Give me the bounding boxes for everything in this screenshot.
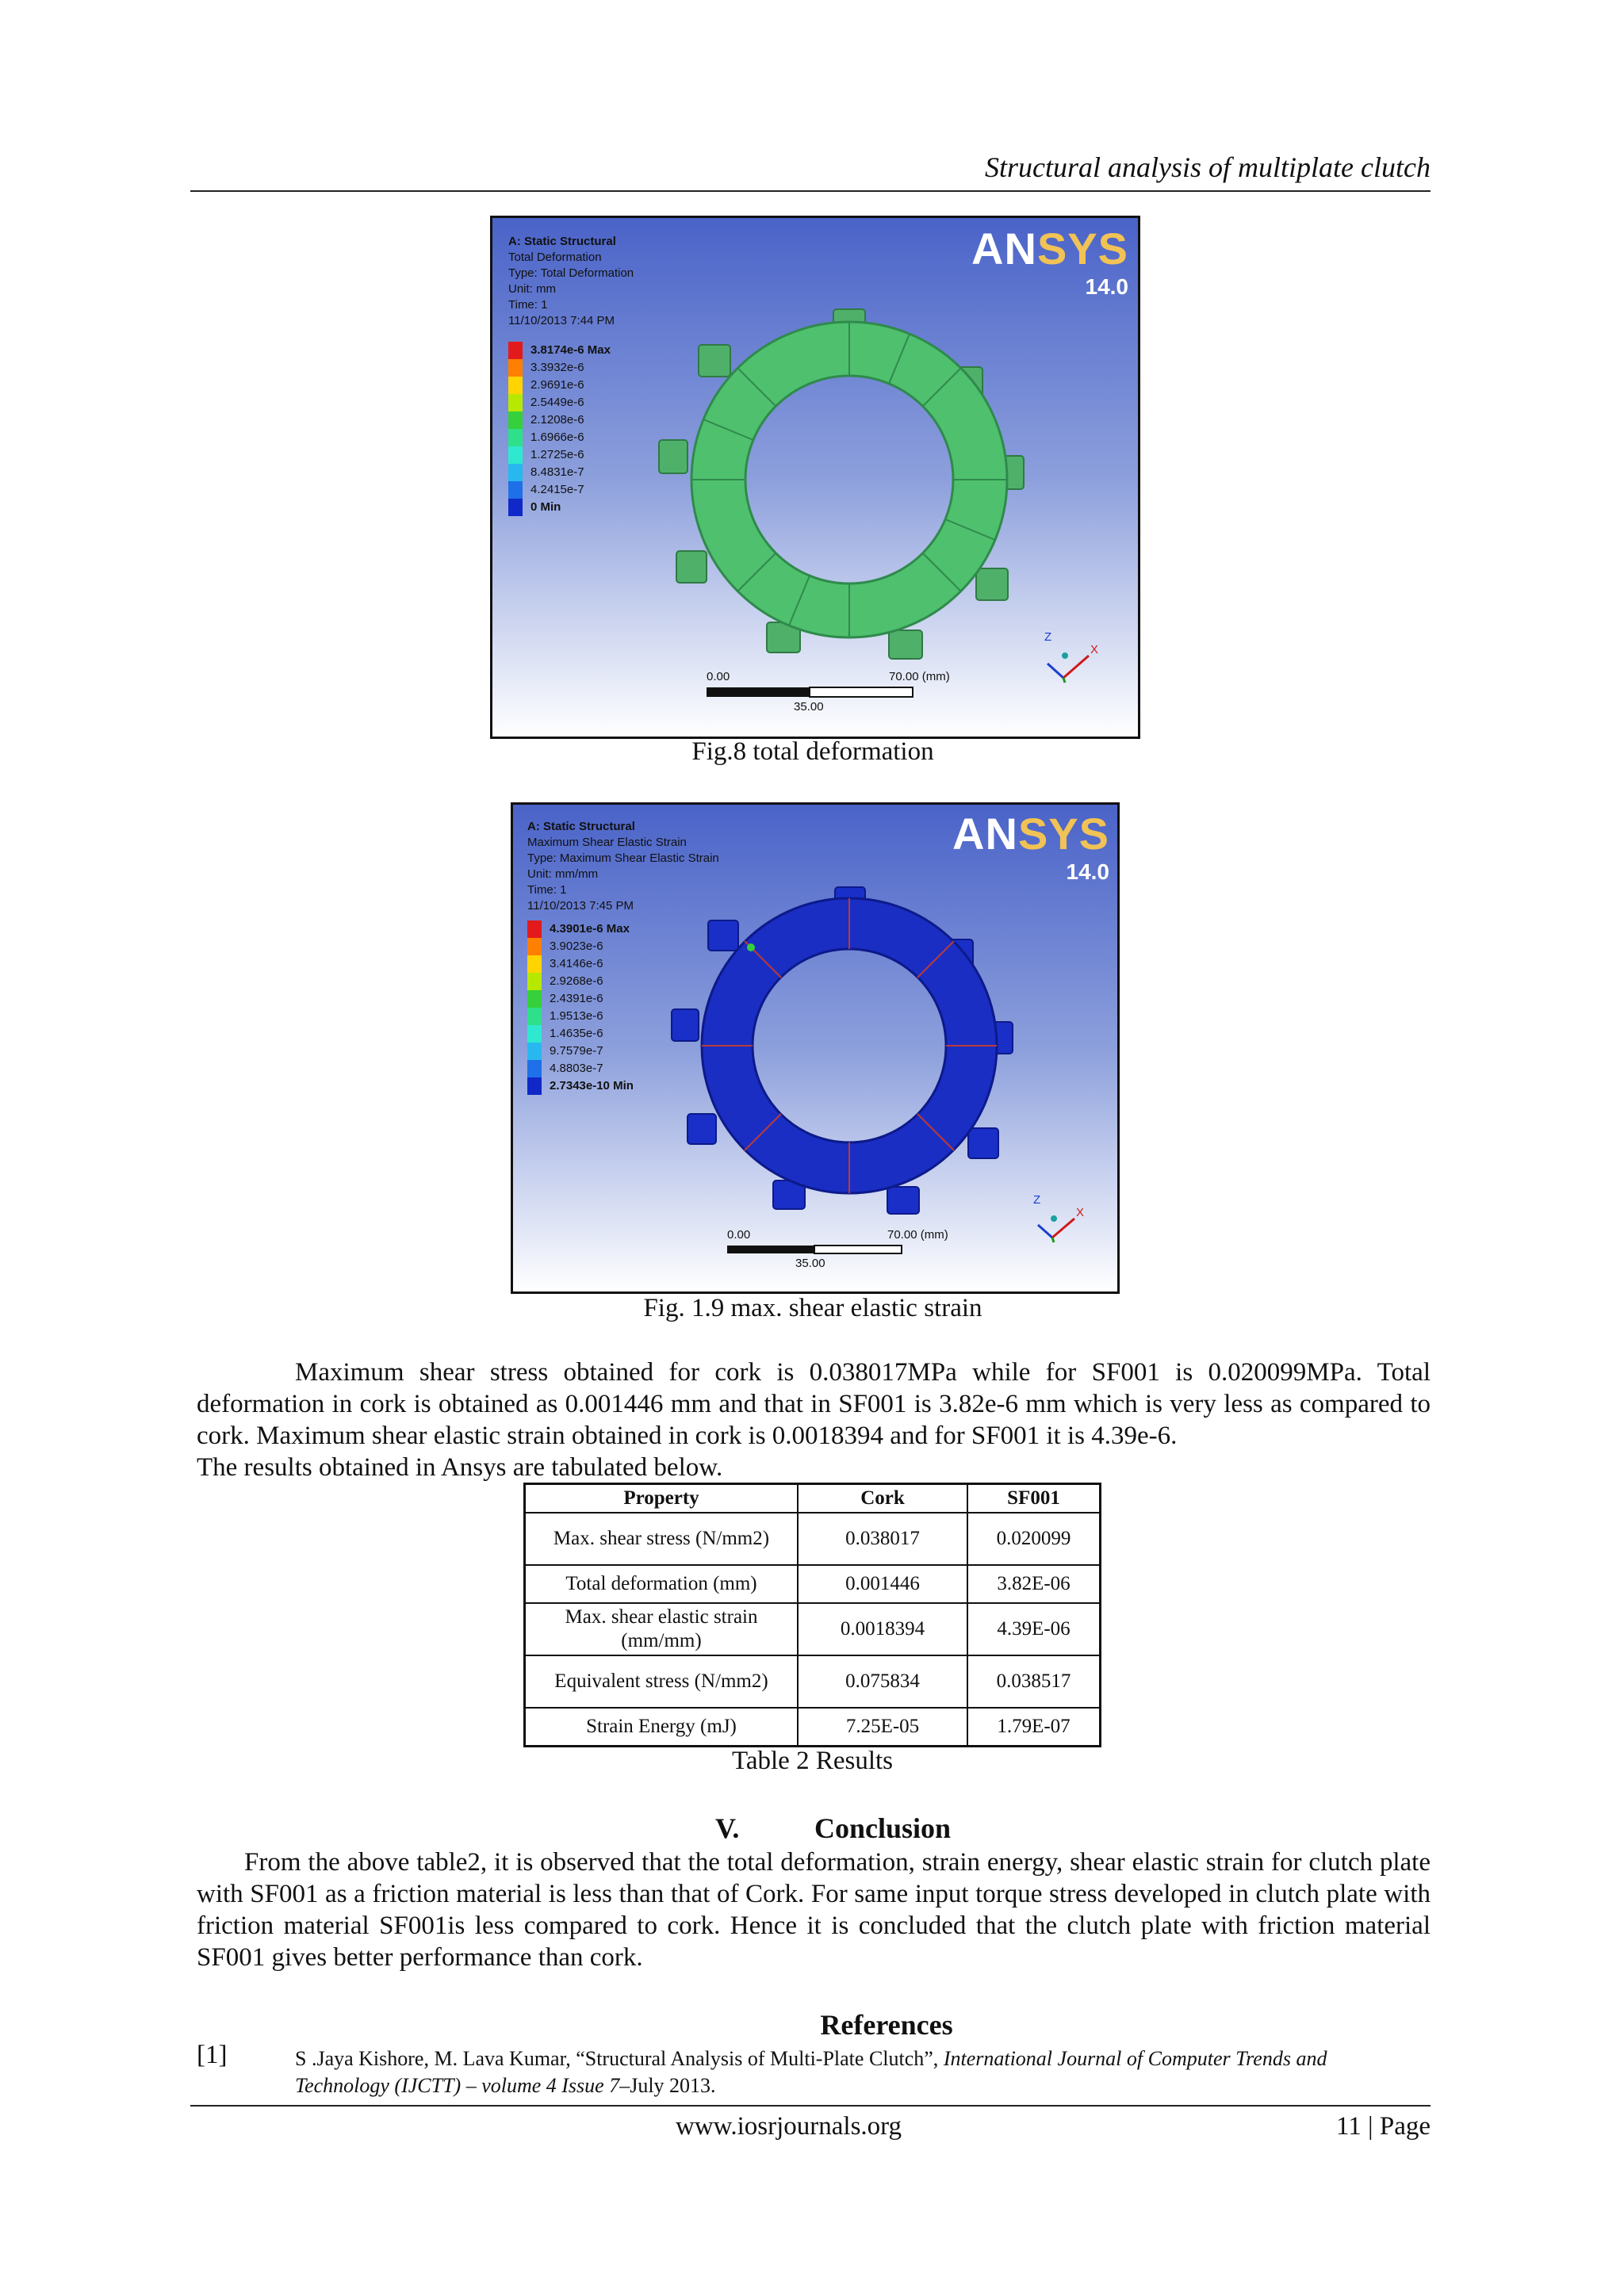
header-rule xyxy=(190,190,1431,192)
section-number: V. xyxy=(715,1812,740,1844)
legend-value: 1.4635e-6 xyxy=(550,1027,603,1040)
table-row xyxy=(525,1513,1101,1565)
strain-hotspot xyxy=(747,943,755,951)
table-caption: Table 2 Results xyxy=(732,1747,893,1775)
reference-number: [1] xyxy=(197,2041,228,2069)
table-cell: 0.075834 xyxy=(798,1655,967,1708)
legend-value: 4.3901e-6 Max xyxy=(550,922,630,936)
legend-value: 2.4391e-6 xyxy=(550,992,603,1005)
legend-value: 2.5449e-6 xyxy=(530,396,584,409)
axis-triad xyxy=(1048,652,1089,683)
meta-line: Maximum Shear Elastic Strain xyxy=(527,836,687,849)
reference-authors: S .Jaya Kishore, M. Lava Kumar, “Structural Analysis of Multi-Plate Clutch”, xyxy=(295,2047,944,2070)
reference-date: July 2013. xyxy=(630,2074,716,2097)
legend-value: 0 Min xyxy=(530,500,561,514)
figure-max-shear-strain xyxy=(511,802,1120,1294)
figure-caption: Fig.8 total deformation xyxy=(691,737,934,766)
table-cell: 7.25E-05 xyxy=(798,1708,967,1746)
plate-inner-edge xyxy=(745,376,953,584)
results-table xyxy=(523,1483,1101,1747)
legend-value: 3.8174e-6 Max xyxy=(530,343,611,357)
table-cell: Max. shear stress (N/mm2) xyxy=(525,1513,799,1565)
legend-value: 3.3932e-6 xyxy=(530,361,584,374)
scale-end: 70.00 (mm) xyxy=(889,670,950,683)
legend-value: 3.9023e-6 xyxy=(550,939,603,953)
column-header: Cork xyxy=(798,1484,967,1513)
figure-total-deformation xyxy=(490,216,1140,739)
conclusion-text: From the above table2, it is observed that the total deformation, strain energy, shear elastic strain for clutch plate with SF001 as a friction material is less than that of Cork. For same input torque stress developed in clutch plate with friction material SF001is less compared to cork. Hence it is concluded that the clutch plate with friction material SF001 gives better performance than cork. xyxy=(197,1848,1431,1972)
legend-value: 2.1208e-6 xyxy=(530,413,584,427)
meta-line: 11/10/2013 7:45 PM xyxy=(527,899,634,913)
references-heading: References xyxy=(820,2009,953,2041)
logo-version: 14.0 xyxy=(1085,274,1128,299)
legend-value: 3.4146e-6 xyxy=(550,957,603,970)
legend-value: 2.9268e-6 xyxy=(550,974,603,988)
meta-line: Type: Maximum Shear Elastic Strain xyxy=(527,851,719,865)
legend-value: 8.4831e-7 xyxy=(530,465,584,479)
legend-value: 4.2415e-7 xyxy=(530,483,584,496)
table-cell: 0.001446 xyxy=(798,1565,967,1603)
legend-value: 1.2725e-6 xyxy=(530,448,584,461)
table-cell: Max. shear elastic strain (mm/mm) xyxy=(525,1603,799,1655)
column-header: SF001 xyxy=(967,1484,1101,1513)
table-row xyxy=(525,1603,1101,1655)
legend-value: 1.6966e-6 xyxy=(530,430,584,444)
friction-pad-grooves xyxy=(702,898,997,1193)
table-cell: 0.0018394 xyxy=(798,1603,967,1655)
table-cell: 0.038517 xyxy=(967,1655,1101,1708)
running-title: Structural analysis of multiplate clutch xyxy=(985,151,1431,183)
legend-value: 4.8803e-7 xyxy=(550,1062,603,1075)
table-cell: 0.038017 xyxy=(798,1513,967,1565)
axis-z-label: Z xyxy=(1033,1193,1041,1207)
table-intro: The results obtained in Ansys are tabulated below. xyxy=(197,1453,723,1482)
table-row xyxy=(525,1565,1101,1603)
scale-mid: 35.00 xyxy=(795,1257,825,1270)
meta-line: 11/10/2013 7:44 PM xyxy=(508,314,615,327)
axis-x-label: X xyxy=(1090,643,1099,656)
legend-value: 2.7343e-10 Min xyxy=(550,1079,634,1093)
clutch-plate-model xyxy=(492,218,1133,732)
scale-bar xyxy=(727,1246,902,1253)
logo-text: ANSYS xyxy=(971,224,1128,274)
reference-entry xyxy=(295,2045,1421,2099)
table-row xyxy=(525,1708,1101,1746)
scale-end: 70.00 (mm) xyxy=(887,1228,948,1242)
analysis-title: A: Static Structural xyxy=(508,235,616,248)
plate-inner-edge xyxy=(753,949,946,1142)
reference-journal: International Journal of Computer Trends and Technology (IJCTT) – volume 4 Issue 7– xyxy=(295,2047,1327,2097)
section-title: Conclusion xyxy=(814,1812,952,1844)
table-cell: 0.020099 xyxy=(967,1513,1101,1565)
scale-mid: 35.00 xyxy=(794,700,824,714)
meta-line: Unit: mm/mm xyxy=(527,867,599,881)
table-row xyxy=(525,1655,1101,1708)
legend-value: 1.9513e-6 xyxy=(550,1009,603,1023)
results-paragraph: Maximum shear stress obtained for cork is 0.038017MPa while for SF001 is 0.020099MPa. Total deformation in cork is obtained as 0.001446 mm and that in SF001 is 3.82e-6 mm which is very less as compared to cork. Maximum shear elastic strain obtained in cork is 0.0018394 and for SF001 it is 4.39e-6. xyxy=(197,1358,1431,1450)
axis-triad xyxy=(1038,1215,1074,1242)
scale-bar xyxy=(707,687,913,697)
table-cell: 4.39E-06 xyxy=(967,1603,1101,1655)
axis-z-label: Z xyxy=(1044,630,1052,644)
meta-line: Time: 1 xyxy=(527,883,567,897)
scale-start: 0.00 xyxy=(727,1228,751,1242)
footer-page: 11 | Page xyxy=(1335,2112,1431,2141)
table-cell: 3.82E-06 xyxy=(967,1565,1101,1603)
column-header: Property xyxy=(525,1484,799,1513)
meta-line: Type: Total Deformation xyxy=(508,266,634,280)
friction-pad-grooves xyxy=(691,322,1007,637)
footer-site: www.iosrjournals.org xyxy=(676,2112,902,2141)
scale-start: 0.00 xyxy=(707,670,730,683)
logo-text: ANSYS xyxy=(952,809,1109,859)
table-header-row xyxy=(525,1484,1101,1513)
clutch-plate-model xyxy=(513,805,1113,1287)
meta-line: Total Deformation xyxy=(508,251,602,264)
figure-caption: Fig. 1.9 max. shear elastic strain xyxy=(643,1294,982,1322)
meta-line: Unit: mm xyxy=(508,282,556,296)
table-cell: 1.79E-07 xyxy=(967,1708,1101,1746)
legend-value: 9.7579e-7 xyxy=(550,1044,603,1058)
logo-version: 14.0 xyxy=(1066,859,1109,884)
table-cell: Total deformation (mm) xyxy=(525,1565,799,1603)
axis-x-label: X xyxy=(1076,1206,1085,1219)
table-cell: Strain Energy (mJ) xyxy=(525,1708,799,1746)
analysis-title: A: Static Structural xyxy=(527,820,635,833)
legend-value: 2.9691e-6 xyxy=(530,378,584,392)
table-cell: Equivalent stress (N/mm2) xyxy=(525,1655,799,1708)
meta-line: Time: 1 xyxy=(508,298,548,312)
footer-rule xyxy=(190,2105,1431,2107)
